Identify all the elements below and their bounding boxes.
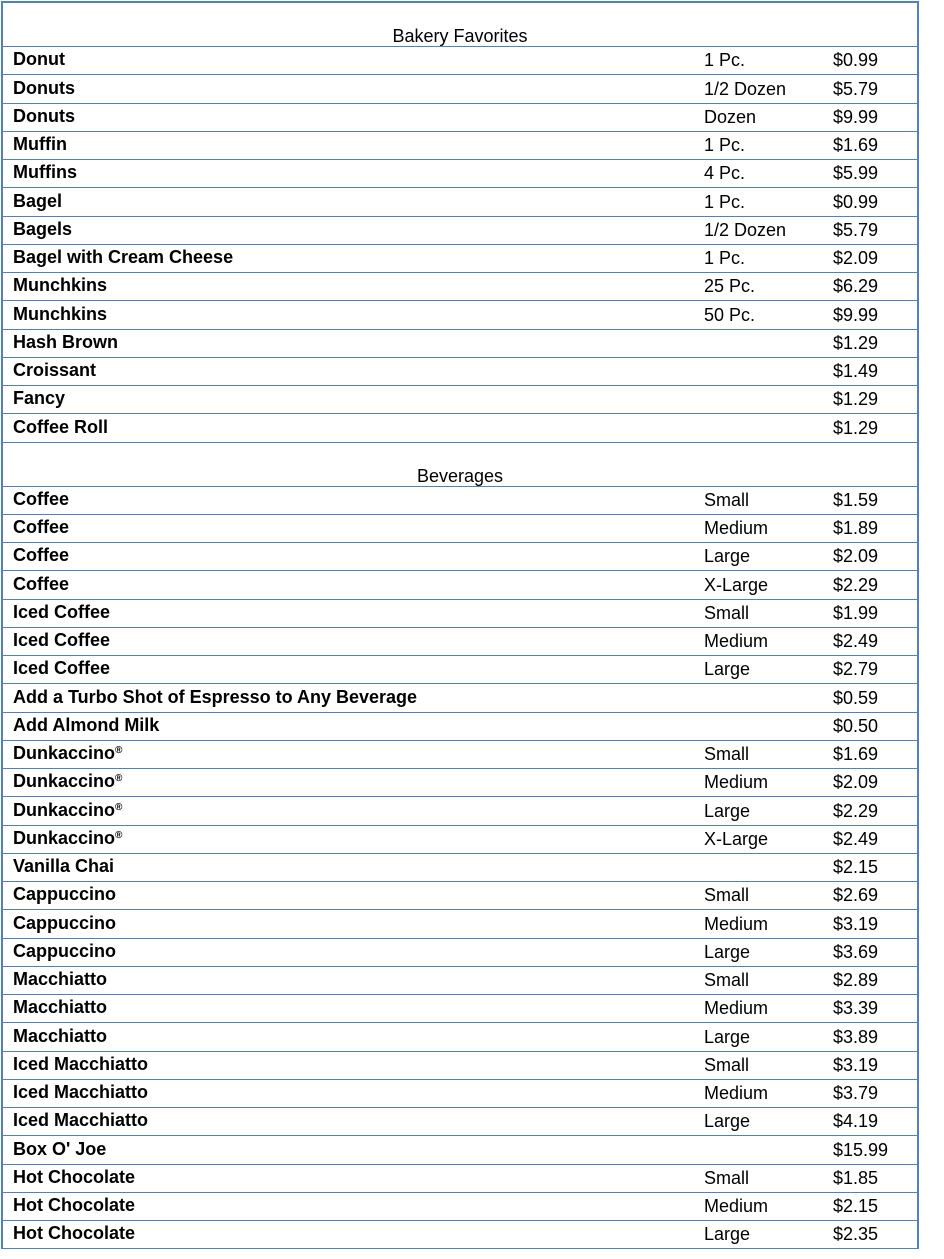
item-name-text: Hot Chocolate — [13, 1195, 136, 1215]
item-price: $3.69 — [833, 941, 879, 962]
item-price: $1.89 — [833, 518, 879, 538]
item-name-text: Add Almond Milk — [13, 714, 160, 735]
item-price: $3.79 — [833, 1083, 879, 1103]
item-name — [13, 997, 107, 1018]
item-size: Small — [704, 1054, 750, 1075]
menu-row — [3, 826, 917, 854]
item-price: $2.79 — [833, 659, 879, 680]
menu-row — [3, 273, 917, 301]
menu-row — [3, 1193, 917, 1221]
item-size: Large — [704, 941, 751, 962]
item-size: 4 Pc. — [704, 163, 746, 184]
item-size: 1 Pc. — [704, 135, 746, 155]
menu-row — [3, 939, 917, 967]
item-name — [13, 1082, 148, 1103]
menu-row — [3, 882, 917, 910]
menu-row — [3, 628, 917, 656]
item-name — [13, 219, 72, 240]
item-price: $2.15 — [833, 1196, 879, 1216]
item-price: $2.69 — [833, 885, 879, 906]
item-name — [13, 1110, 148, 1131]
item-name-text: Iced Coffee — [13, 630, 111, 650]
item-size: X-Large — [704, 574, 769, 595]
item-name-text: Hot Chocolate — [13, 1166, 136, 1187]
menu-row — [3, 769, 917, 797]
item-name — [13, 275, 107, 296]
item-size: Medium — [704, 1196, 769, 1216]
item-price: $1.59 — [833, 489, 879, 510]
item-name — [13, 687, 417, 708]
item-price: $2.09 — [833, 248, 879, 268]
item-name-text: Donut — [13, 49, 65, 70]
item-name-text: Macchiatto — [13, 1025, 108, 1046]
item-name — [13, 489, 69, 510]
item-name-text: Muffin — [13, 134, 67, 154]
item-price: $2.15 — [833, 857, 879, 877]
item-name — [13, 884, 116, 905]
item-price: $2.29 — [833, 800, 879, 821]
item-name-text: Dunkaccino — [13, 799, 116, 820]
item-name — [13, 630, 110, 651]
item-price: $2.49 — [833, 631, 879, 651]
item-name — [13, 1167, 135, 1188]
item-price: $3.89 — [833, 1026, 879, 1047]
item-name-text: Hash Brown — [13, 331, 119, 352]
item-price: $1.29 — [833, 389, 879, 410]
item-name — [13, 658, 110, 679]
item-size: Small — [704, 744, 750, 764]
item-price: $4.19 — [833, 1111, 879, 1132]
menu-row — [3, 1052, 917, 1080]
item-size: Medium — [704, 631, 769, 651]
item-size: Medium — [704, 913, 769, 934]
item-name-text: Coffee — [13, 545, 70, 566]
menu-row — [3, 741, 917, 769]
menu-row — [3, 571, 917, 599]
item-size: 1 Pc. — [704, 50, 746, 71]
item-name — [13, 304, 107, 325]
item-name-text: Hot Chocolate — [13, 1223, 136, 1244]
item-name-text: Fancy — [13, 388, 66, 409]
menu-row — [3, 301, 917, 329]
item-size: Small — [704, 970, 750, 990]
item-name — [13, 771, 122, 792]
menu-row — [3, 1136, 917, 1164]
item-price: $2.89 — [833, 970, 879, 990]
menu-row — [3, 854, 917, 882]
item-price: $2.09 — [833, 772, 879, 793]
item-size: Large — [704, 1224, 751, 1245]
menu-row — [3, 104, 917, 132]
item-name — [13, 913, 116, 934]
item-name-text: Iced Coffee — [13, 601, 111, 622]
item-name-text: Dunkaccino — [13, 743, 116, 763]
item-size: 50 Pc. — [704, 304, 756, 325]
registered-mark: ® — [115, 773, 123, 785]
registered-mark: ® — [115, 745, 123, 756]
item-name-text: Munchkins — [13, 275, 108, 296]
item-name-text: Cappuccino — [13, 940, 117, 961]
item-size: Large — [704, 800, 751, 821]
item-size: Medium — [704, 998, 769, 1019]
item-name — [13, 800, 122, 821]
item-size: Small — [704, 602, 750, 623]
item-price: $3.39 — [833, 998, 879, 1019]
item-name-text: Munchkins — [13, 303, 108, 324]
menu-row — [3, 245, 917, 273]
item-name — [13, 828, 122, 849]
item-price: $1.69 — [833, 744, 879, 764]
registered-mark: ® — [115, 801, 123, 813]
item-name — [13, 602, 110, 623]
item-name — [13, 417, 108, 438]
item-name — [13, 574, 69, 595]
item-name — [13, 106, 75, 127]
item-size: Medium — [704, 772, 769, 793]
item-name-text: Bagel with Cream Cheese — [13, 247, 234, 267]
menu-row — [3, 217, 917, 245]
item-name — [13, 360, 96, 381]
item-size: Large — [704, 1111, 751, 1132]
item-name — [13, 388, 65, 409]
item-name-text: Donuts — [13, 77, 75, 98]
menu-row — [3, 1023, 917, 1051]
item-size: 1 Pc. — [704, 191, 746, 212]
item-name — [13, 1139, 106, 1160]
item-size: Large — [704, 546, 751, 567]
item-size: Dozen — [704, 106, 757, 127]
item-price: $6.29 — [833, 276, 879, 297]
item-name — [13, 517, 69, 538]
item-size: 25 Pc. — [704, 276, 756, 297]
item-name-text: Iced Macchiatto — [13, 1110, 149, 1131]
menu-row — [3, 487, 917, 515]
item-price: $3.19 — [833, 1054, 879, 1075]
item-name — [13, 1054, 148, 1075]
menu-table — [1, 1, 919, 1249]
item-price: $3.19 — [833, 913, 879, 934]
menu-row — [3, 713, 917, 741]
menu-row — [3, 543, 917, 571]
item-price: $1.29 — [833, 417, 879, 438]
item-name-text: Coffee Roll — [13, 416, 109, 437]
menu-row — [3, 1221, 917, 1249]
menu-row — [3, 515, 917, 543]
item-name-text: Vanilla Chai — [13, 856, 115, 876]
item-price: $0.99 — [833, 50, 879, 71]
item-name — [13, 1223, 135, 1244]
item-name — [13, 162, 77, 183]
item-name-text: Box O' Joe — [13, 1138, 107, 1159]
item-name-text: Croissant — [13, 360, 97, 380]
item-name-text: Cappuccino — [13, 884, 117, 905]
item-name — [13, 941, 116, 962]
registered-mark: ® — [115, 829, 123, 841]
item-price: $0.59 — [833, 687, 879, 708]
menu-row — [3, 132, 917, 160]
menu-row — [3, 967, 917, 995]
item-size: Small — [704, 885, 750, 906]
item-size: 1 Pc. — [704, 248, 746, 268]
item-size: Large — [704, 1026, 751, 1047]
menu-row — [3, 1165, 917, 1193]
item-name — [13, 78, 75, 99]
item-price: $15.99 — [833, 1139, 889, 1160]
item-name-text: Add a Turbo Shot of Espresso to Any Beverage — [13, 686, 418, 707]
menu-row — [3, 600, 917, 628]
item-price: $0.50 — [833, 715, 879, 736]
item-size: 1/2 Dozen — [704, 219, 787, 240]
item-name — [13, 1195, 135, 1216]
item-price: $2.35 — [833, 1224, 879, 1245]
item-size: X-Large — [704, 828, 769, 849]
item-name-text: Bagel — [13, 190, 63, 211]
item-name-text: Iced Macchiatto — [13, 1082, 149, 1102]
item-name — [13, 134, 67, 155]
menu-row — [3, 47, 917, 75]
item-name-text: Cappuccino — [13, 912, 117, 933]
menu-row — [3, 188, 917, 216]
item-price: $0.99 — [833, 191, 879, 212]
item-price: $1.49 — [833, 361, 879, 381]
item-size: Small — [704, 489, 750, 510]
item-name — [13, 332, 118, 353]
item-size: 1/2 Dozen — [704, 78, 787, 99]
menu-row — [3, 75, 917, 103]
item-name — [13, 969, 107, 990]
item-name-text: Macchiatto — [13, 997, 108, 1018]
item-price: $1.99 — [833, 602, 879, 623]
item-name — [13, 715, 159, 736]
item-price: $2.09 — [833, 546, 879, 567]
item-price: $5.79 — [833, 78, 879, 99]
item-price: $5.99 — [833, 163, 879, 184]
item-name-text: Macchiatto — [13, 969, 108, 989]
item-name-text: Muffins — [13, 162, 77, 183]
menu-row — [3, 414, 917, 442]
item-price: $1.29 — [833, 332, 879, 353]
menu-row — [3, 1108, 917, 1136]
menu-row — [3, 656, 917, 684]
item-name — [13, 191, 62, 212]
menu-row — [3, 330, 917, 358]
menu-row — [3, 1080, 917, 1108]
item-name — [13, 743, 122, 764]
item-name-text: Coffee — [13, 488, 70, 509]
item-name-text: Coffee — [13, 517, 70, 537]
item-name-text: Bagels — [13, 218, 73, 239]
menu-row — [3, 797, 917, 825]
item-price: $9.99 — [833, 106, 879, 127]
item-price: $2.49 — [833, 828, 879, 849]
item-size: Large — [704, 659, 751, 680]
menu-row — [3, 995, 917, 1023]
section-title: Beverages — [3, 443, 917, 487]
menu-row — [3, 910, 917, 938]
item-name — [13, 1026, 107, 1047]
menu-row — [3, 358, 917, 386]
item-size: Medium — [704, 1083, 769, 1103]
section-title: Bakery Favorites — [3, 3, 917, 47]
menu-row — [3, 684, 917, 712]
item-price: $1.69 — [833, 135, 879, 155]
item-name — [13, 856, 114, 877]
item-name — [13, 545, 69, 566]
menu-row — [3, 386, 917, 414]
item-name-text: Donuts — [13, 105, 75, 126]
item-size: Medium — [704, 518, 769, 538]
item-name-text: Dunkaccino — [13, 771, 116, 792]
menu-row — [3, 160, 917, 188]
item-name — [13, 49, 65, 70]
item-name — [13, 247, 233, 268]
item-price: $2.29 — [833, 574, 879, 595]
item-name-text: Coffee — [13, 573, 70, 594]
item-name-text: Dunkaccino — [13, 827, 116, 848]
item-price: $9.99 — [833, 304, 879, 325]
item-price: $5.79 — [833, 219, 879, 240]
item-name-text: Iced Coffee — [13, 658, 111, 679]
item-name-text: Iced Macchiatto — [13, 1053, 149, 1074]
item-price: $1.85 — [833, 1167, 879, 1188]
item-size: Small — [704, 1167, 750, 1188]
